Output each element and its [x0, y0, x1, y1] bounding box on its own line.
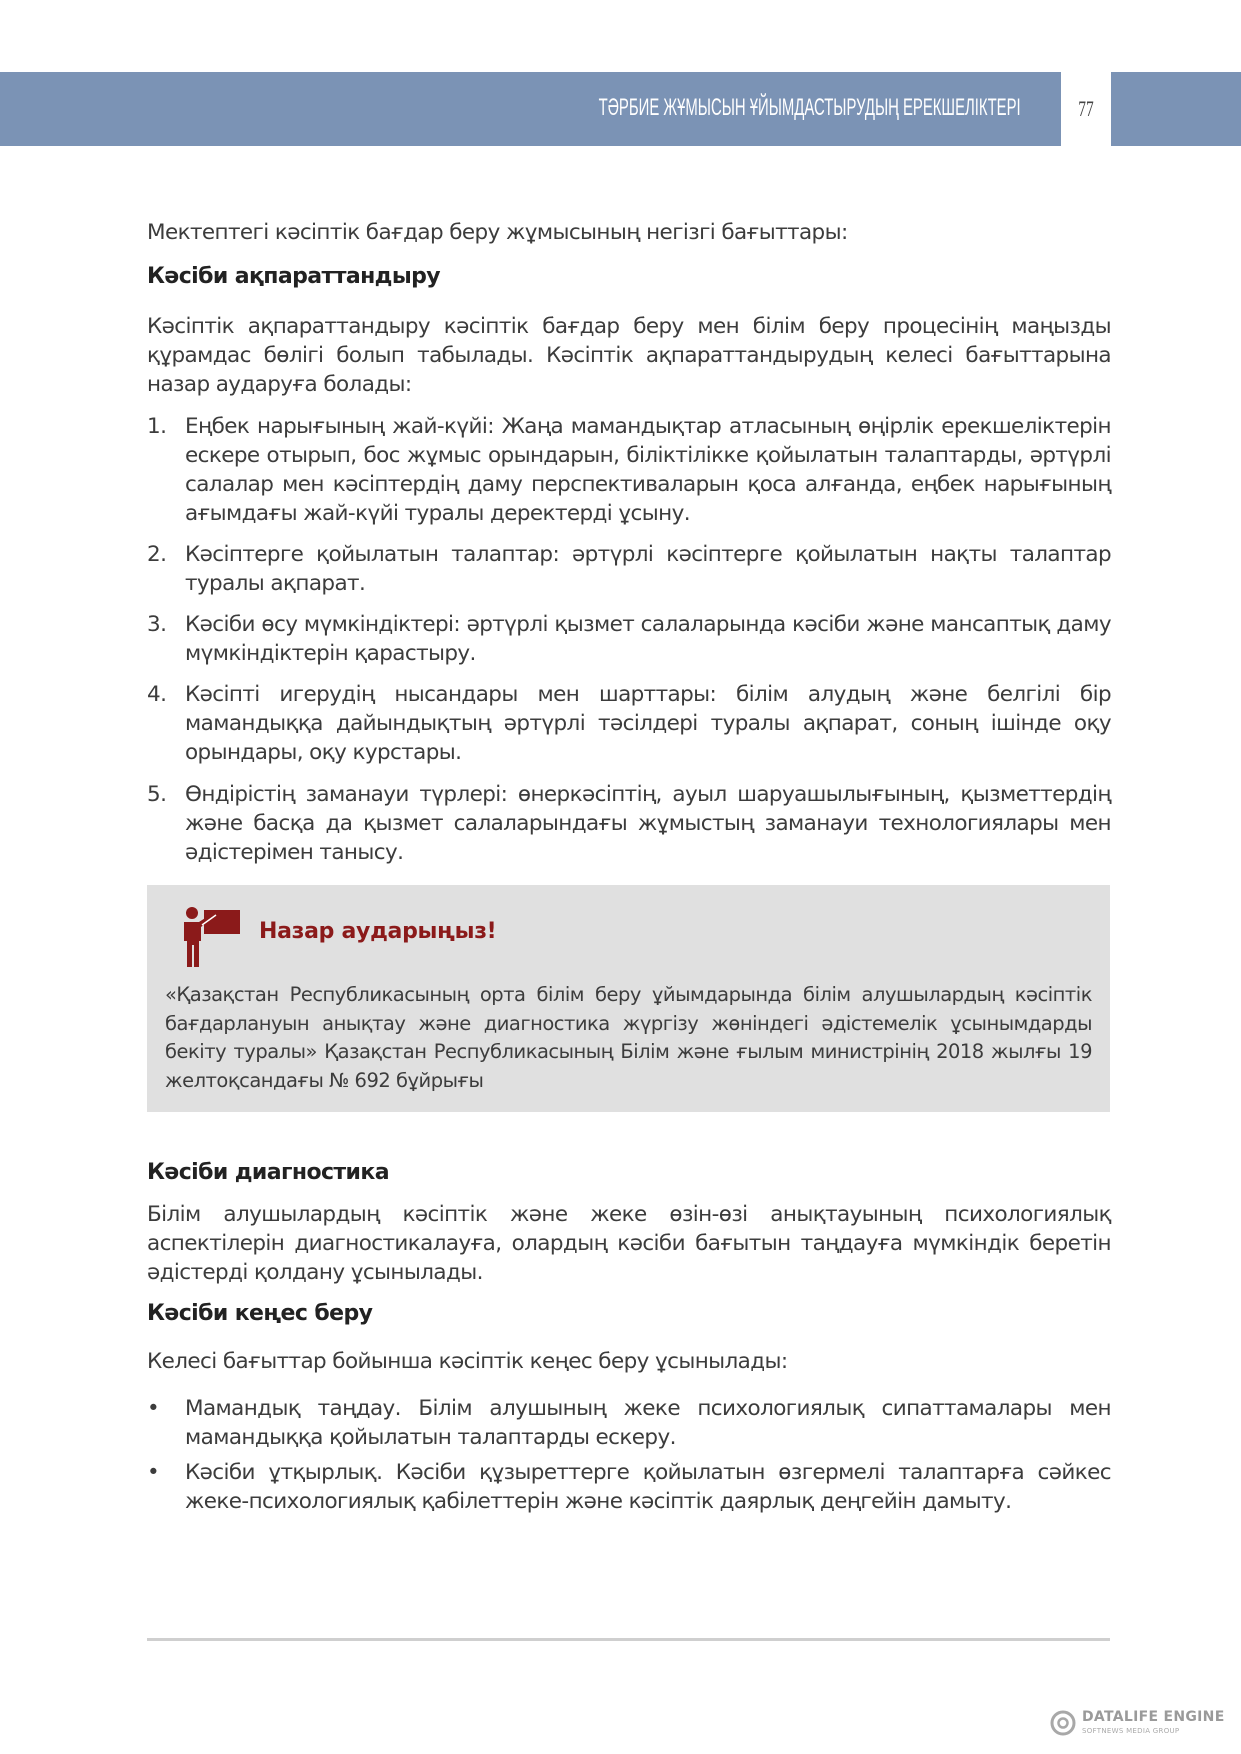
chapter-title: ТӘРБИЕ ЖҰМЫСЫН ҰЙЫМДАСТЫРУДЫҢ ЕРЕКШЕЛІКТЕРІ: [599, 94, 1021, 121]
header-bar-right: [1111, 72, 1241, 146]
note-body: «Қазақстан Республикасының орта білім беру ұйымдарында білім алушылардың кәсіптік бағдарлануын анықтау және диагностика жүргізу жөніндегі әдістемелік ұсынымдарды бекіту туралы» Қазақстан Республикасының Білім және ғылым министрінің 2018 жылғы 19 желтоқсандағы № 692 бұйрығы: [165, 983, 1092, 1092]
header-bar: [0, 72, 1061, 146]
list-number: 4.: [147, 682, 167, 707]
numbered-list-item: [147, 540, 1111, 598]
list-text: Кәсіби өсу мүмкіндіктері: әртүрлі қызмет салаларында кәсіби және мансаптық даму мүмкіндіктерін қарастыру.: [185, 612, 1111, 666]
list-number: 1.: [147, 414, 167, 439]
bullet-list-item: [147, 1458, 1111, 1516]
list-number: 2.: [147, 542, 167, 567]
page-number: 77: [1078, 96, 1094, 121]
attention-note-box: [147, 885, 1110, 1112]
watermark-subtitle: SOFTNEWS MEDIA GROUP: [1082, 1727, 1180, 1735]
section-heading-diagnostics: Кәсіби диагностика: [147, 1160, 389, 1185]
bullet-list-item: [147, 1394, 1111, 1452]
section-paragraph-counseling: Келесі бағыттар бойынша кәсіптік кеңес беру ұсынылады:: [147, 1349, 788, 1374]
note-title: Назар аударыңыз!: [259, 919, 497, 944]
numbered-list-item: [147, 680, 1111, 767]
list-number: 3.: [147, 612, 167, 637]
bullet-mark: •: [147, 1460, 160, 1485]
section-heading-counseling: Кәсіби кеңес беру: [147, 1301, 373, 1326]
bullet-mark: •: [147, 1396, 160, 1421]
list-text: Өндірістің заманауи түрлері: өнеркәсіптің, ауыл шаруашылығының, қызметтердің және басқа да қызмет салаларындағы жұмыстың заманауи технологиялары мен әдістерімен танысу.: [185, 782, 1111, 865]
footer-divider: [147, 1638, 1110, 1641]
list-text: Кәсіптерге қойылатын талаптар: әртүрлі кәсіптерге қойылатын нақты талаптар туралы ақпарат.: [185, 542, 1111, 596]
teacher-at-board-icon: [182, 905, 242, 967]
list-number: 5.: [147, 782, 167, 807]
intro-text: Мектептегі кәсіптік бағдар беру жұмысының негізгі бағыттары:: [147, 220, 848, 245]
datalife-logo-icon: [1050, 1710, 1076, 1736]
list-text: Кәсіпті игерудің нысандары мен шарттары: білім алудың және белгілі бір мамандыққа дайындықтың әртүрлі тәсілдері туралы ақпарат, соның ішінде оқу орындары, оқу курстары.: [185, 682, 1111, 765]
section-paragraph-informing: Кәсіптік ақпараттандыру кәсіптік бағдар беру мен білім беру процесінің маңызды құрамдас бөлігі болып табылады. Кәсіптік ақпараттандырудың келесі бағыттарына назар аударуға болады:: [147, 314, 1111, 397]
numbered-list-item: [147, 412, 1111, 528]
watermark: [1050, 1707, 1240, 1747]
bullet-text: Кәсіби ұтқырлық. Кәсіби құзыреттерге қойылатын өзгермелі талаптарға сәйкес жеке-психологиялық қабілеттерін және кәсіптік даярлық деңгейін дамыту.: [185, 1460, 1111, 1514]
section-heading-informing: Кәсіби ақпараттандыру: [147, 264, 441, 289]
list-text: Еңбек нарығының жай-күйі: Жаңа мамандықтар атласының өңірлік ерекшеліктерін ескере отырып, бос жұмыс орындарын, біліктілікке қойылатын талаптарды, әртүрлі салалар мен кәсіптердің даму перспективаларын қоса алғанда, еңбек нарығының ағымдағы жай-күйі туралы деректерді ұсыну.: [185, 414, 1111, 526]
watermark-title: DATALIFE ENGINE: [1082, 1709, 1225, 1725]
bullet-text: Мамандық таңдау. Білім алушының жеке психологиялық сипаттамалары мен мамандыққа қойылатын талаптарды ескеру.: [185, 1396, 1111, 1450]
section-paragraph-diagnostics: Білім алушылардың кәсіптік және жеке өзін-өзі анықтауының психологиялық аспектілерін диагностикалауға, олардың кәсіби бағытын таңдауға мүмкіндік беретін әдістерді қолдану ұсынылады.: [147, 1202, 1111, 1285]
numbered-list-item: [147, 780, 1111, 867]
numbered-list-item: [147, 610, 1111, 668]
